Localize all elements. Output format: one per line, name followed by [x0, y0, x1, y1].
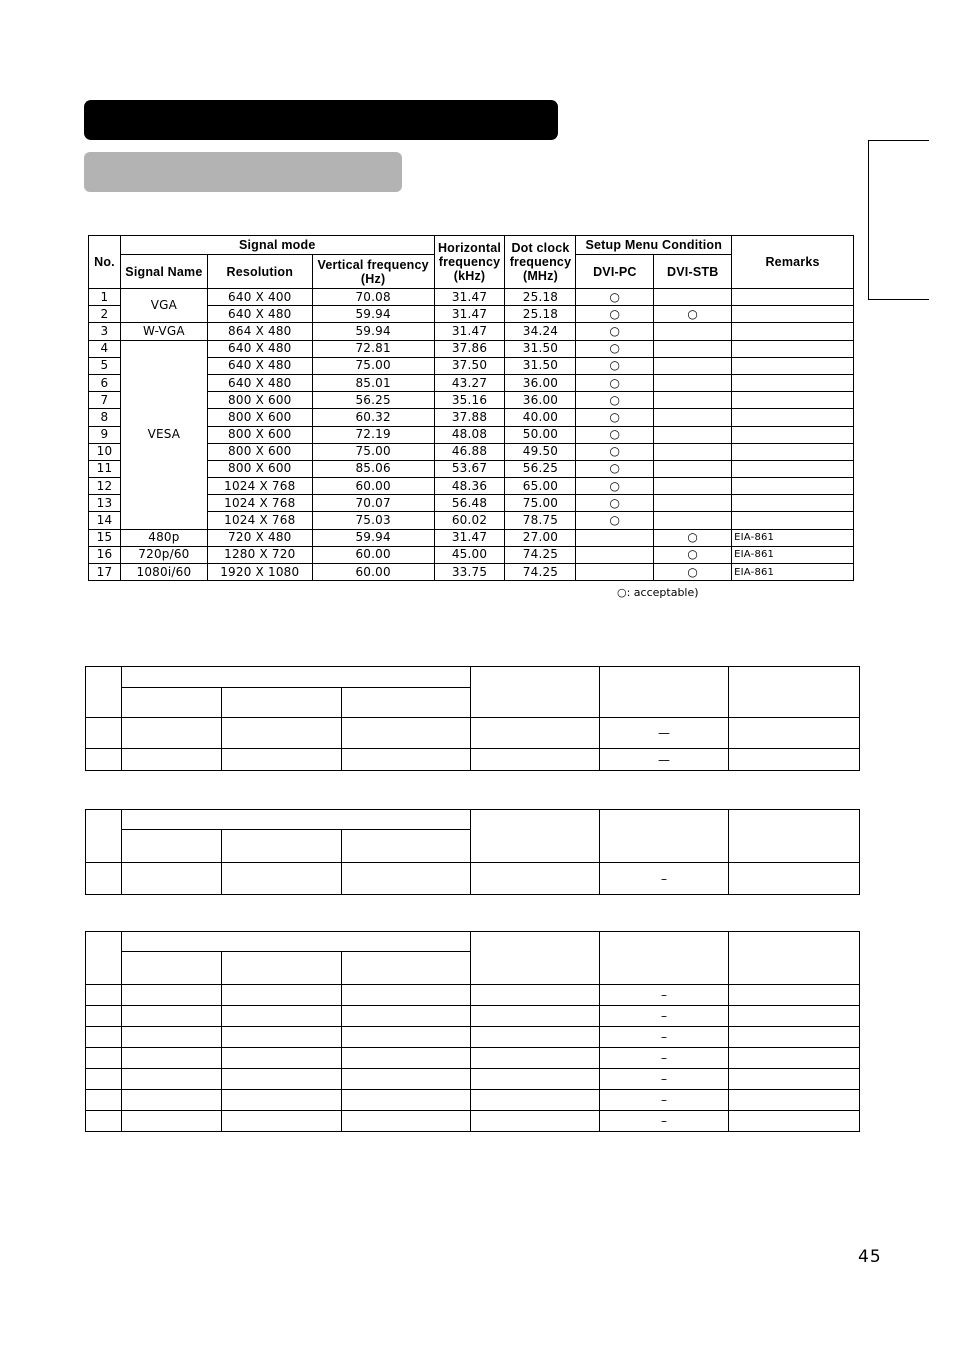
horizontal-frequency: 60.02 [434, 512, 505, 529]
dot-clock-frequency: 25.18 [505, 306, 576, 323]
row-number: 10 [89, 443, 121, 460]
resolution: 1920 X 1080 [207, 564, 312, 581]
remarks [732, 306, 854, 323]
vertical-frequency: 70.07 [312, 495, 434, 512]
header-signal-mode: Signal mode [120, 236, 434, 255]
dash-mark: – [600, 863, 729, 895]
row-number: 5 [89, 357, 121, 374]
row-number: 4 [89, 340, 121, 357]
horizontal-frequency: 31.47 [434, 289, 505, 306]
vertical-frequency: 60.00 [312, 564, 434, 581]
dvi-pc-mark: ○ [576, 306, 654, 323]
dvi-stb-mark [654, 289, 732, 306]
header-dvi-stb: DVI-STB [654, 255, 732, 289]
table-row [89, 564, 854, 581]
vertical-frequency: 59.94 [312, 529, 434, 546]
table-row [89, 323, 854, 340]
dot-clock-frequency: 40.00 [505, 409, 576, 426]
resolution: 1024 X 768 [207, 512, 312, 529]
horizontal-frequency: 48.08 [434, 426, 505, 443]
dash-mark: – [600, 1006, 729, 1027]
dash-mark: – [600, 985, 729, 1006]
blank-table-1 [85, 666, 860, 771]
page-number: 45 [858, 1247, 882, 1267]
signal-name: 480p [120, 529, 207, 546]
resolution: 1024 X 768 [207, 478, 312, 495]
vertical-frequency: 75.00 [312, 443, 434, 460]
horizontal-frequency: 45.00 [434, 546, 505, 563]
dvi-pc-mark [576, 546, 654, 563]
row-number: 6 [89, 374, 121, 391]
row-number: 11 [89, 460, 121, 477]
horizontal-frequency: 37.50 [434, 357, 505, 374]
vertical-frequency: 56.25 [312, 392, 434, 409]
row-number: 7 [89, 392, 121, 409]
remarks [732, 392, 854, 409]
dvi-stb-mark [654, 409, 732, 426]
header-no: No. [89, 236, 121, 289]
horizontal-frequency: 56.48 [434, 495, 505, 512]
vertical-frequency: 70.08 [312, 289, 434, 306]
resolution: 1280 X 720 [207, 546, 312, 563]
row-number: 1 [89, 289, 121, 306]
dvi-stb-mark [654, 443, 732, 460]
dot-clock-frequency: 78.75 [505, 512, 576, 529]
dvi-stb-mark: ○ [654, 546, 732, 563]
table-row [89, 289, 854, 306]
horizontal-frequency: 33.75 [434, 564, 505, 581]
resolution: 640 X 480 [207, 340, 312, 357]
resolution: 800 X 600 [207, 426, 312, 443]
dvi-pc-mark: ○ [576, 392, 654, 409]
dot-clock-frequency: 74.25 [505, 564, 576, 581]
dot-clock-frequency: 31.50 [505, 340, 576, 357]
signal-name: W-VGA [120, 323, 207, 340]
dvi-stb-mark [654, 460, 732, 477]
vertical-frequency: 59.94 [312, 306, 434, 323]
resolution: 640 X 480 [207, 306, 312, 323]
vertical-frequency: 75.00 [312, 357, 434, 374]
dash-mark: – [600, 1048, 729, 1069]
remarks [732, 409, 854, 426]
remarks: EIA-861 [732, 564, 854, 581]
remarks [732, 495, 854, 512]
resolution: 864 X 480 [207, 323, 312, 340]
header-horizontal-frequency: Horizontal frequency (kHz) [434, 236, 505, 289]
vertical-frequency: 85.01 [312, 374, 434, 391]
dvi-stb-mark [654, 340, 732, 357]
dvi-stb-mark [654, 426, 732, 443]
dvi-stb-mark [654, 374, 732, 391]
remarks [732, 512, 854, 529]
row-number: 13 [89, 495, 121, 512]
resolution: 720 X 480 [207, 529, 312, 546]
resolution: 800 X 600 [207, 460, 312, 477]
vertical-frequency: 60.00 [312, 478, 434, 495]
section-title-bar [84, 100, 558, 140]
dot-clock-frequency: 31.50 [505, 357, 576, 374]
horizontal-frequency: 31.47 [434, 323, 505, 340]
dot-clock-frequency: 56.25 [505, 460, 576, 477]
table-row [89, 546, 854, 563]
dot-clock-frequency: 36.00 [505, 392, 576, 409]
vertical-frequency: 60.32 [312, 409, 434, 426]
vertical-frequency: 85.06 [312, 460, 434, 477]
resolution: 640 X 480 [207, 374, 312, 391]
header-dvi-pc: DVI-PC [576, 255, 654, 289]
resolution: 800 X 600 [207, 392, 312, 409]
signal-name: VESA [120, 340, 207, 529]
dash-mark: — [600, 749, 729, 771]
horizontal-frequency: 35.16 [434, 392, 505, 409]
resolution: 800 X 600 [207, 443, 312, 460]
dot-clock-frequency: 75.00 [505, 495, 576, 512]
dvi-pc-mark: ○ [576, 426, 654, 443]
vertical-frequency: 60.00 [312, 546, 434, 563]
subsection-title-bar [84, 152, 402, 192]
dvi-pc-mark: ○ [576, 289, 654, 306]
signal-name: VGA [120, 289, 207, 323]
dvi-stb-mark: ○ [654, 529, 732, 546]
dvi-stb-mark [654, 357, 732, 374]
dash-mark: – [600, 1027, 729, 1048]
dvi-pc-mark: ○ [576, 460, 654, 477]
horizontal-frequency: 43.27 [434, 374, 505, 391]
dot-clock-frequency: 34.24 [505, 323, 576, 340]
blank-table-2 [85, 809, 860, 895]
vertical-frequency: 72.81 [312, 340, 434, 357]
dvi-pc-mark: ○ [576, 409, 654, 426]
horizontal-frequency: 31.47 [434, 306, 505, 323]
remarks: EIA-861 [732, 529, 854, 546]
dash-mark: – [600, 1111, 729, 1132]
remarks [732, 478, 854, 495]
dvi-pc-mark: ○ [576, 512, 654, 529]
dvi-stb-mark: ○ [654, 564, 732, 581]
dvi-pc-mark: ○ [576, 323, 654, 340]
header-vertical-frequency: Vertical frequency (Hz) [312, 255, 434, 289]
resolution: 640 X 480 [207, 357, 312, 374]
table-row [89, 340, 854, 357]
dvi-pc-mark: ○ [576, 478, 654, 495]
dot-clock-frequency: 27.00 [505, 529, 576, 546]
vertical-frequency: 72.19 [312, 426, 434, 443]
remarks [732, 443, 854, 460]
row-number: 12 [89, 478, 121, 495]
remarks: EIA-861 [732, 546, 854, 563]
remarks [732, 289, 854, 306]
side-index-tab [868, 140, 929, 300]
dvi-pc-mark [576, 564, 654, 581]
row-number: 16 [89, 546, 121, 563]
dvi-pc-mark: ○ [576, 495, 654, 512]
dvi-pc-mark: ○ [576, 443, 654, 460]
remarks [732, 340, 854, 357]
dvi-stb-mark [654, 512, 732, 529]
dot-clock-frequency: 50.00 [505, 426, 576, 443]
table-row [89, 529, 854, 546]
resolution: 800 X 600 [207, 409, 312, 426]
remarks [732, 374, 854, 391]
header-remarks: Remarks [732, 236, 854, 289]
remarks [732, 460, 854, 477]
dash-mark: — [600, 718, 729, 749]
signal-name: 720p/60 [120, 546, 207, 563]
dash-mark: – [600, 1090, 729, 1111]
blank-table-3 [85, 931, 860, 1132]
row-number: 3 [89, 323, 121, 340]
vertical-frequency: 59.94 [312, 323, 434, 340]
resolution: 1024 X 768 [207, 495, 312, 512]
dvi-stb-mark [654, 323, 732, 340]
signal-mode-table [88, 235, 854, 581]
acceptable-note: ○: acceptable) [617, 586, 699, 599]
dvi-stb-mark [654, 478, 732, 495]
dot-clock-frequency: 49.50 [505, 443, 576, 460]
horizontal-frequency: 37.88 [434, 409, 505, 426]
dvi-pc-mark: ○ [576, 357, 654, 374]
header-setup-menu: Setup Menu Condition [576, 236, 732, 255]
dot-clock-frequency: 74.25 [505, 546, 576, 563]
row-number: 17 [89, 564, 121, 581]
remarks [732, 426, 854, 443]
dot-clock-frequency: 25.18 [505, 289, 576, 306]
resolution: 640 X 400 [207, 289, 312, 306]
remarks [732, 323, 854, 340]
dvi-pc-mark [576, 529, 654, 546]
row-number: 9 [89, 426, 121, 443]
dvi-pc-mark: ○ [576, 340, 654, 357]
dvi-pc-mark: ○ [576, 374, 654, 391]
dash-mark: – [600, 1069, 729, 1090]
horizontal-frequency: 53.67 [434, 460, 505, 477]
header-signal-name: Signal Name [120, 255, 207, 289]
vertical-frequency: 75.03 [312, 512, 434, 529]
header-resolution: Resolution [207, 255, 312, 289]
signal-name: 1080i/60 [120, 564, 207, 581]
row-number: 8 [89, 409, 121, 426]
row-number: 15 [89, 529, 121, 546]
header-dot-clock: Dot clock frequency (MHz) [505, 236, 576, 289]
horizontal-frequency: 48.36 [434, 478, 505, 495]
remarks [732, 357, 854, 374]
dvi-stb-mark [654, 495, 732, 512]
row-number: 2 [89, 306, 121, 323]
dot-clock-frequency: 36.00 [505, 374, 576, 391]
dot-clock-frequency: 65.00 [505, 478, 576, 495]
dvi-stb-mark: ○ [654, 306, 732, 323]
horizontal-frequency: 46.88 [434, 443, 505, 460]
row-number: 14 [89, 512, 121, 529]
dvi-stb-mark [654, 392, 732, 409]
horizontal-frequency: 37.86 [434, 340, 505, 357]
horizontal-frequency: 31.47 [434, 529, 505, 546]
